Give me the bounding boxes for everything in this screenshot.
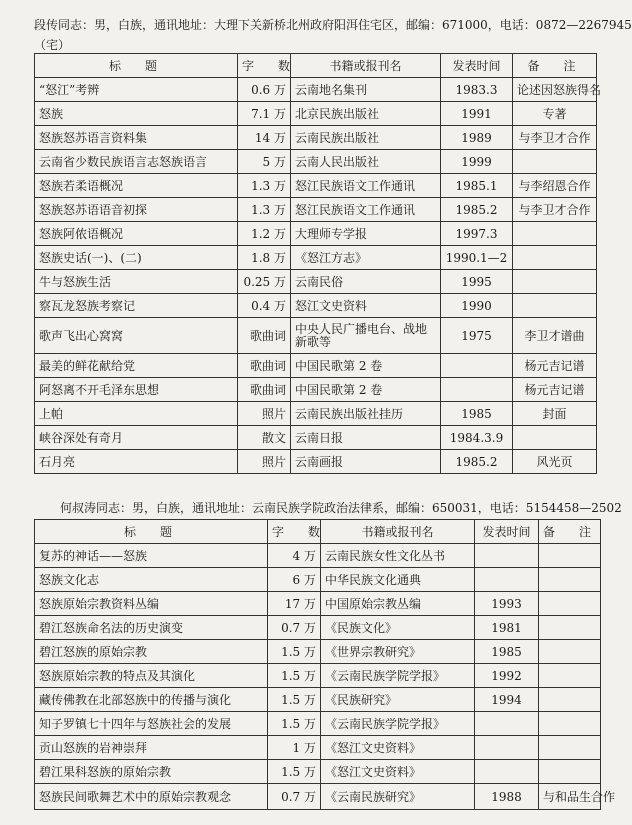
row-note [539, 712, 601, 736]
row-date: 1985 [475, 640, 539, 664]
row-title: 知子罗镇七十四年与怒族社会的发展 [35, 712, 268, 736]
row-words: 0.6 万 [238, 78, 291, 102]
column-header-publication: 书籍或报刊名 [321, 520, 475, 544]
row-note [539, 592, 601, 616]
table-section2 [34, 519, 616, 810]
table-row [35, 616, 601, 640]
row-publication: 《世界宗教研究》 [321, 640, 475, 664]
row-publication: 大理师专学报 [291, 222, 441, 246]
row-title: 最美的鲜花献给党 [35, 354, 238, 378]
row-date: 1999 [441, 150, 513, 174]
row-words: 0.7 万 [268, 616, 321, 640]
column-header-date: 发表时间 [441, 54, 513, 78]
row-date [475, 568, 539, 592]
row-title: 怒族原始宗教的特点及其演化 [35, 664, 268, 688]
column-header-date: 发表时间 [475, 520, 539, 544]
row-title: 贡山怒族的岩神崇拜 [35, 736, 268, 760]
row-title: 藏传佛教在北部怒族中的传播与演化 [35, 688, 268, 712]
row-title: 石月亮 [35, 450, 238, 474]
table-row [35, 592, 601, 616]
row-publication: 云南日报 [291, 426, 441, 450]
row-title: 上帕 [35, 402, 238, 426]
row-date: 1989 [441, 126, 513, 150]
row-words: 1.3 万 [238, 174, 291, 198]
row-note: 与李卫才合作 [513, 198, 597, 222]
row-title: 碧江怒族命名法的历史演变 [35, 616, 268, 640]
row-note: 李卫才谱曲 [513, 318, 597, 354]
row-title: 怒族若柔语概况 [35, 174, 238, 198]
row-date [475, 712, 539, 736]
row-note: 论述因怒族得名 [513, 78, 597, 102]
row-publication: 《民族文化》 [321, 616, 475, 640]
table-row [35, 198, 597, 222]
row-date [441, 378, 513, 402]
row-words: 照片 [238, 450, 291, 474]
row-publication: 北京民族出版社 [291, 102, 441, 126]
row-words: 1.5 万 [268, 688, 321, 712]
row-date: 1984.3.9 [441, 426, 513, 450]
row-publication: 云南民族出版社挂历 [291, 402, 441, 426]
table-row [35, 450, 597, 474]
row-note [539, 736, 601, 760]
row-words: 5 万 [238, 150, 291, 174]
row-note [539, 616, 601, 640]
table-row [35, 354, 597, 378]
row-words: 1.2 万 [238, 222, 291, 246]
row-publication: 怒江文史资料 [291, 294, 441, 318]
column-header-title: 标 题 [35, 520, 268, 544]
row-note [539, 664, 601, 688]
row-words: 4 万 [268, 544, 321, 568]
row-publication: 《云南民族学院学报》 [321, 664, 475, 688]
row-title: 峡谷深处有奇月 [35, 426, 238, 450]
bleed-through-text [40, 496, 52, 513]
row-title: 怒族阿侬语概况 [35, 222, 238, 246]
table-row [35, 402, 597, 426]
row-date: 1981 [475, 616, 539, 640]
table-row [35, 102, 597, 126]
row-title: 歌声飞出心窝窝 [35, 318, 238, 354]
row-date: 1988 [475, 784, 539, 810]
row-date: 1990.1—2 [441, 246, 513, 270]
row-publication: 《云南民族学院学报》 [321, 712, 475, 736]
row-words: 歌曲词 [238, 318, 291, 354]
row-date: 1985.2 [441, 450, 513, 474]
row-date: 1997.3 [441, 222, 513, 246]
table-row [35, 544, 601, 568]
table-section1 [34, 53, 602, 474]
row-title: 怒族 [35, 102, 238, 126]
row-date: 1990 [441, 294, 513, 318]
table-row [35, 126, 597, 150]
row-note [513, 222, 597, 246]
row-title: 怒族史话(一)、(二) [35, 246, 238, 270]
row-date: 1985.1 [441, 174, 513, 198]
row-date: 1995 [441, 270, 513, 294]
row-note: 杨元吉记谱 [513, 378, 597, 402]
row-date [475, 544, 539, 568]
row-title: 云南省少数民族语言志怒族语言 [35, 150, 238, 174]
table-row [35, 150, 597, 174]
table-header-row [35, 520, 601, 544]
table-row [35, 270, 597, 294]
row-date: 1975 [441, 318, 513, 354]
column-header-words: 字 数 [268, 520, 321, 544]
row-date [441, 354, 513, 378]
row-words: 1.5 万 [268, 664, 321, 688]
row-publication: 中国原始宗教丛编 [321, 592, 475, 616]
row-words: 1 万 [268, 736, 321, 760]
row-title: 怒族怒苏语语音初探 [35, 198, 238, 222]
table-row [35, 222, 597, 246]
row-date: 1983.3 [441, 78, 513, 102]
table-row [35, 426, 597, 450]
row-words: 歌曲词 [238, 354, 291, 378]
row-words: 歌曲词 [238, 378, 291, 402]
row-words: 散文 [238, 426, 291, 450]
row-publication: 云南画报 [291, 450, 441, 474]
table-row [35, 760, 601, 784]
row-note: 与和品生合作 [539, 784, 601, 810]
table-row [35, 318, 597, 354]
table-row [35, 568, 601, 592]
column-header-title: 标 题 [35, 54, 238, 78]
row-words: 1.5 万 [268, 640, 321, 664]
table-row [35, 640, 601, 664]
row-note [513, 270, 597, 294]
table-row [35, 294, 597, 318]
row-note: 杨元吉记谱 [513, 354, 597, 378]
row-title: 阿怒离不开毛泽东思想 [35, 378, 238, 402]
row-title: 察瓦龙怒族考察记 [35, 294, 238, 318]
column-header-publication: 书籍或报刊名 [291, 54, 441, 78]
row-words: 6 万 [268, 568, 321, 592]
row-note [539, 760, 601, 784]
row-words: 14 万 [238, 126, 291, 150]
row-note [513, 150, 597, 174]
table-row [35, 246, 597, 270]
row-date [475, 736, 539, 760]
row-note [539, 688, 601, 712]
row-publication: 云南民族出版社 [291, 126, 441, 150]
row-publication: 中国民歌第 2 卷 [291, 378, 441, 402]
row-publication: 《怒江文史资料》 [321, 760, 475, 784]
row-words: 照片 [238, 402, 291, 426]
column-header-words: 字 数 [238, 54, 291, 78]
row-title: 怒族文化志 [35, 568, 268, 592]
row-note: 与李绍恩合作 [513, 174, 597, 198]
row-words: 1.5 万 [268, 712, 321, 736]
row-publication: 云南人民出版社 [291, 150, 441, 174]
row-note: 风光页 [513, 450, 597, 474]
table-header-row [35, 54, 597, 78]
table-row [35, 378, 597, 402]
row-publication: 云南民族女性文化丛书 [321, 544, 475, 568]
row-title: 复苏的神话——怒族 [35, 544, 268, 568]
row-publication: 中国民歌第 2 卷 [291, 354, 441, 378]
row-title: 怒族怒苏语言资料集 [35, 126, 238, 150]
table-row [35, 78, 597, 102]
row-title: 牛与怒族生活 [35, 270, 238, 294]
row-publication: 《怒江方志》 [291, 246, 441, 270]
row-publication: 怒江民族语文工作通讯 [291, 198, 441, 222]
row-publication: 怒江民族语文工作通讯 [291, 174, 441, 198]
table-row [35, 174, 597, 198]
row-words: 1.8 万 [238, 246, 291, 270]
column-header-note: 备 注 [539, 520, 601, 544]
row-title: 碧江果科怒族的原始宗教 [35, 760, 268, 784]
row-publication: 《民族研究》 [321, 688, 475, 712]
row-words: 0.25 万 [238, 270, 291, 294]
row-note [513, 294, 597, 318]
row-note [513, 426, 597, 450]
row-note: 专著 [513, 102, 597, 126]
row-words: 7.1 万 [238, 102, 291, 126]
row-note: 封面 [513, 402, 597, 426]
row-title: 碧江怒族的原始宗教 [35, 640, 268, 664]
row-date: 1992 [475, 664, 539, 688]
row-date: 1985.2 [441, 198, 513, 222]
row-publication: 云南地名集刊 [291, 78, 441, 102]
row-note [539, 640, 601, 664]
table-row [35, 712, 601, 736]
row-note [539, 568, 601, 592]
row-words: 17 万 [268, 592, 321, 616]
row-publication: 云南民俗 [291, 270, 441, 294]
row-words: 0.7 万 [268, 784, 321, 810]
row-publication: 《怒江文史资料》 [321, 736, 475, 760]
section2-header: 何叔涛同志：男，白族，通讯地址：云南民族学院政治法律系，邮编：650031，电话：5154458—2502 [60, 501, 622, 515]
row-date: 1994 [475, 688, 539, 712]
row-words: 0.4 万 [238, 294, 291, 318]
row-title: “怒江”考辨 [35, 78, 238, 102]
table-row [35, 784, 601, 810]
row-date [475, 760, 539, 784]
column-header-note: 备 注 [513, 54, 597, 78]
row-title: 怒族原始宗教资料丛编 [35, 592, 268, 616]
row-publication: 中华民族文化通典 [321, 568, 475, 592]
row-note [539, 544, 601, 568]
row-words: 1.5 万 [268, 760, 321, 784]
row-date: 1993 [475, 592, 539, 616]
row-date: 1991 [441, 102, 513, 126]
section1-header-line2: （宅） [34, 38, 71, 52]
row-publication: 《云南民族研究》 [321, 784, 475, 810]
row-publication: 中央人民广播电台、战地新歌等 [291, 318, 441, 354]
section1-header: 段传同志：男，白族，通讯地址：大理下关新桥北州政府阳洱住宅区，邮编：671000，电话：0872—2267945 [34, 18, 632, 32]
row-note [513, 246, 597, 270]
row-words: 1.3 万 [238, 198, 291, 222]
row-date: 1985 [441, 402, 513, 426]
table-row [35, 664, 601, 688]
row-note: 与李卫才合作 [513, 126, 597, 150]
row-title: 怒族民间歌舞艺术中的原始宗教观念 [35, 784, 268, 810]
table-row [35, 736, 601, 760]
table-row [35, 688, 601, 712]
